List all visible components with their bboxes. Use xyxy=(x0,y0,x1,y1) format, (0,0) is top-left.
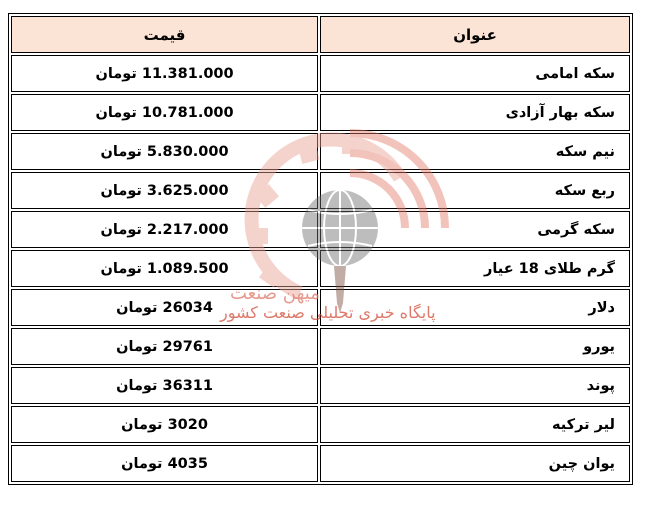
price-cell: 11.381.000 تومان xyxy=(11,55,318,92)
header-title: عنوان xyxy=(320,16,630,53)
table-row xyxy=(11,328,630,365)
title-cell: یورو xyxy=(320,328,630,365)
title-cell: سکه بهار آزادی xyxy=(320,94,630,131)
price-cell: 4035 تومان xyxy=(11,445,318,482)
title-cell: گرم طلای 18 عیار xyxy=(320,250,630,287)
price-cell: 36311 تومان xyxy=(11,367,318,404)
table-row xyxy=(11,250,630,287)
title-cell: یوان چین xyxy=(320,445,630,482)
table-row xyxy=(11,172,630,209)
price-cell: 26034 تومان xyxy=(11,289,318,326)
table-row xyxy=(11,367,630,404)
title-cell: سکه امامی xyxy=(320,55,630,92)
title-cell: ربع سکه xyxy=(320,172,630,209)
title-cell: سکه گرمی xyxy=(320,211,630,248)
price-cell: 2.217.000 تومان xyxy=(11,211,318,248)
price-cell: 5.830.000 تومان xyxy=(11,133,318,170)
price-cell: 1.089.500 تومان xyxy=(11,250,318,287)
price-table xyxy=(8,13,633,485)
price-cell: 3020 تومان xyxy=(11,406,318,443)
watermark-brand-text: میهن صنعت xyxy=(230,283,320,304)
table-row xyxy=(11,133,630,170)
title-cell: نیم سکه xyxy=(320,133,630,170)
price-cell: 3.625.000 تومان xyxy=(11,172,318,209)
header-price: قیمت xyxy=(11,16,318,53)
price-cell: 10.781.000 تومان xyxy=(11,94,318,131)
watermark-tagline-text: پایگاه خبری تحلیلی صنعت کشور xyxy=(220,303,436,322)
table-row xyxy=(11,445,630,482)
table-row xyxy=(11,406,630,443)
title-cell: پوند xyxy=(320,367,630,404)
table-header-row xyxy=(11,16,630,53)
table-row xyxy=(11,55,630,92)
price-cell: 29761 تومان xyxy=(11,328,318,365)
table-row xyxy=(11,94,630,131)
title-cell: دلار xyxy=(320,289,630,326)
title-cell: لیر ترکیه xyxy=(320,406,630,443)
table-row xyxy=(11,211,630,248)
